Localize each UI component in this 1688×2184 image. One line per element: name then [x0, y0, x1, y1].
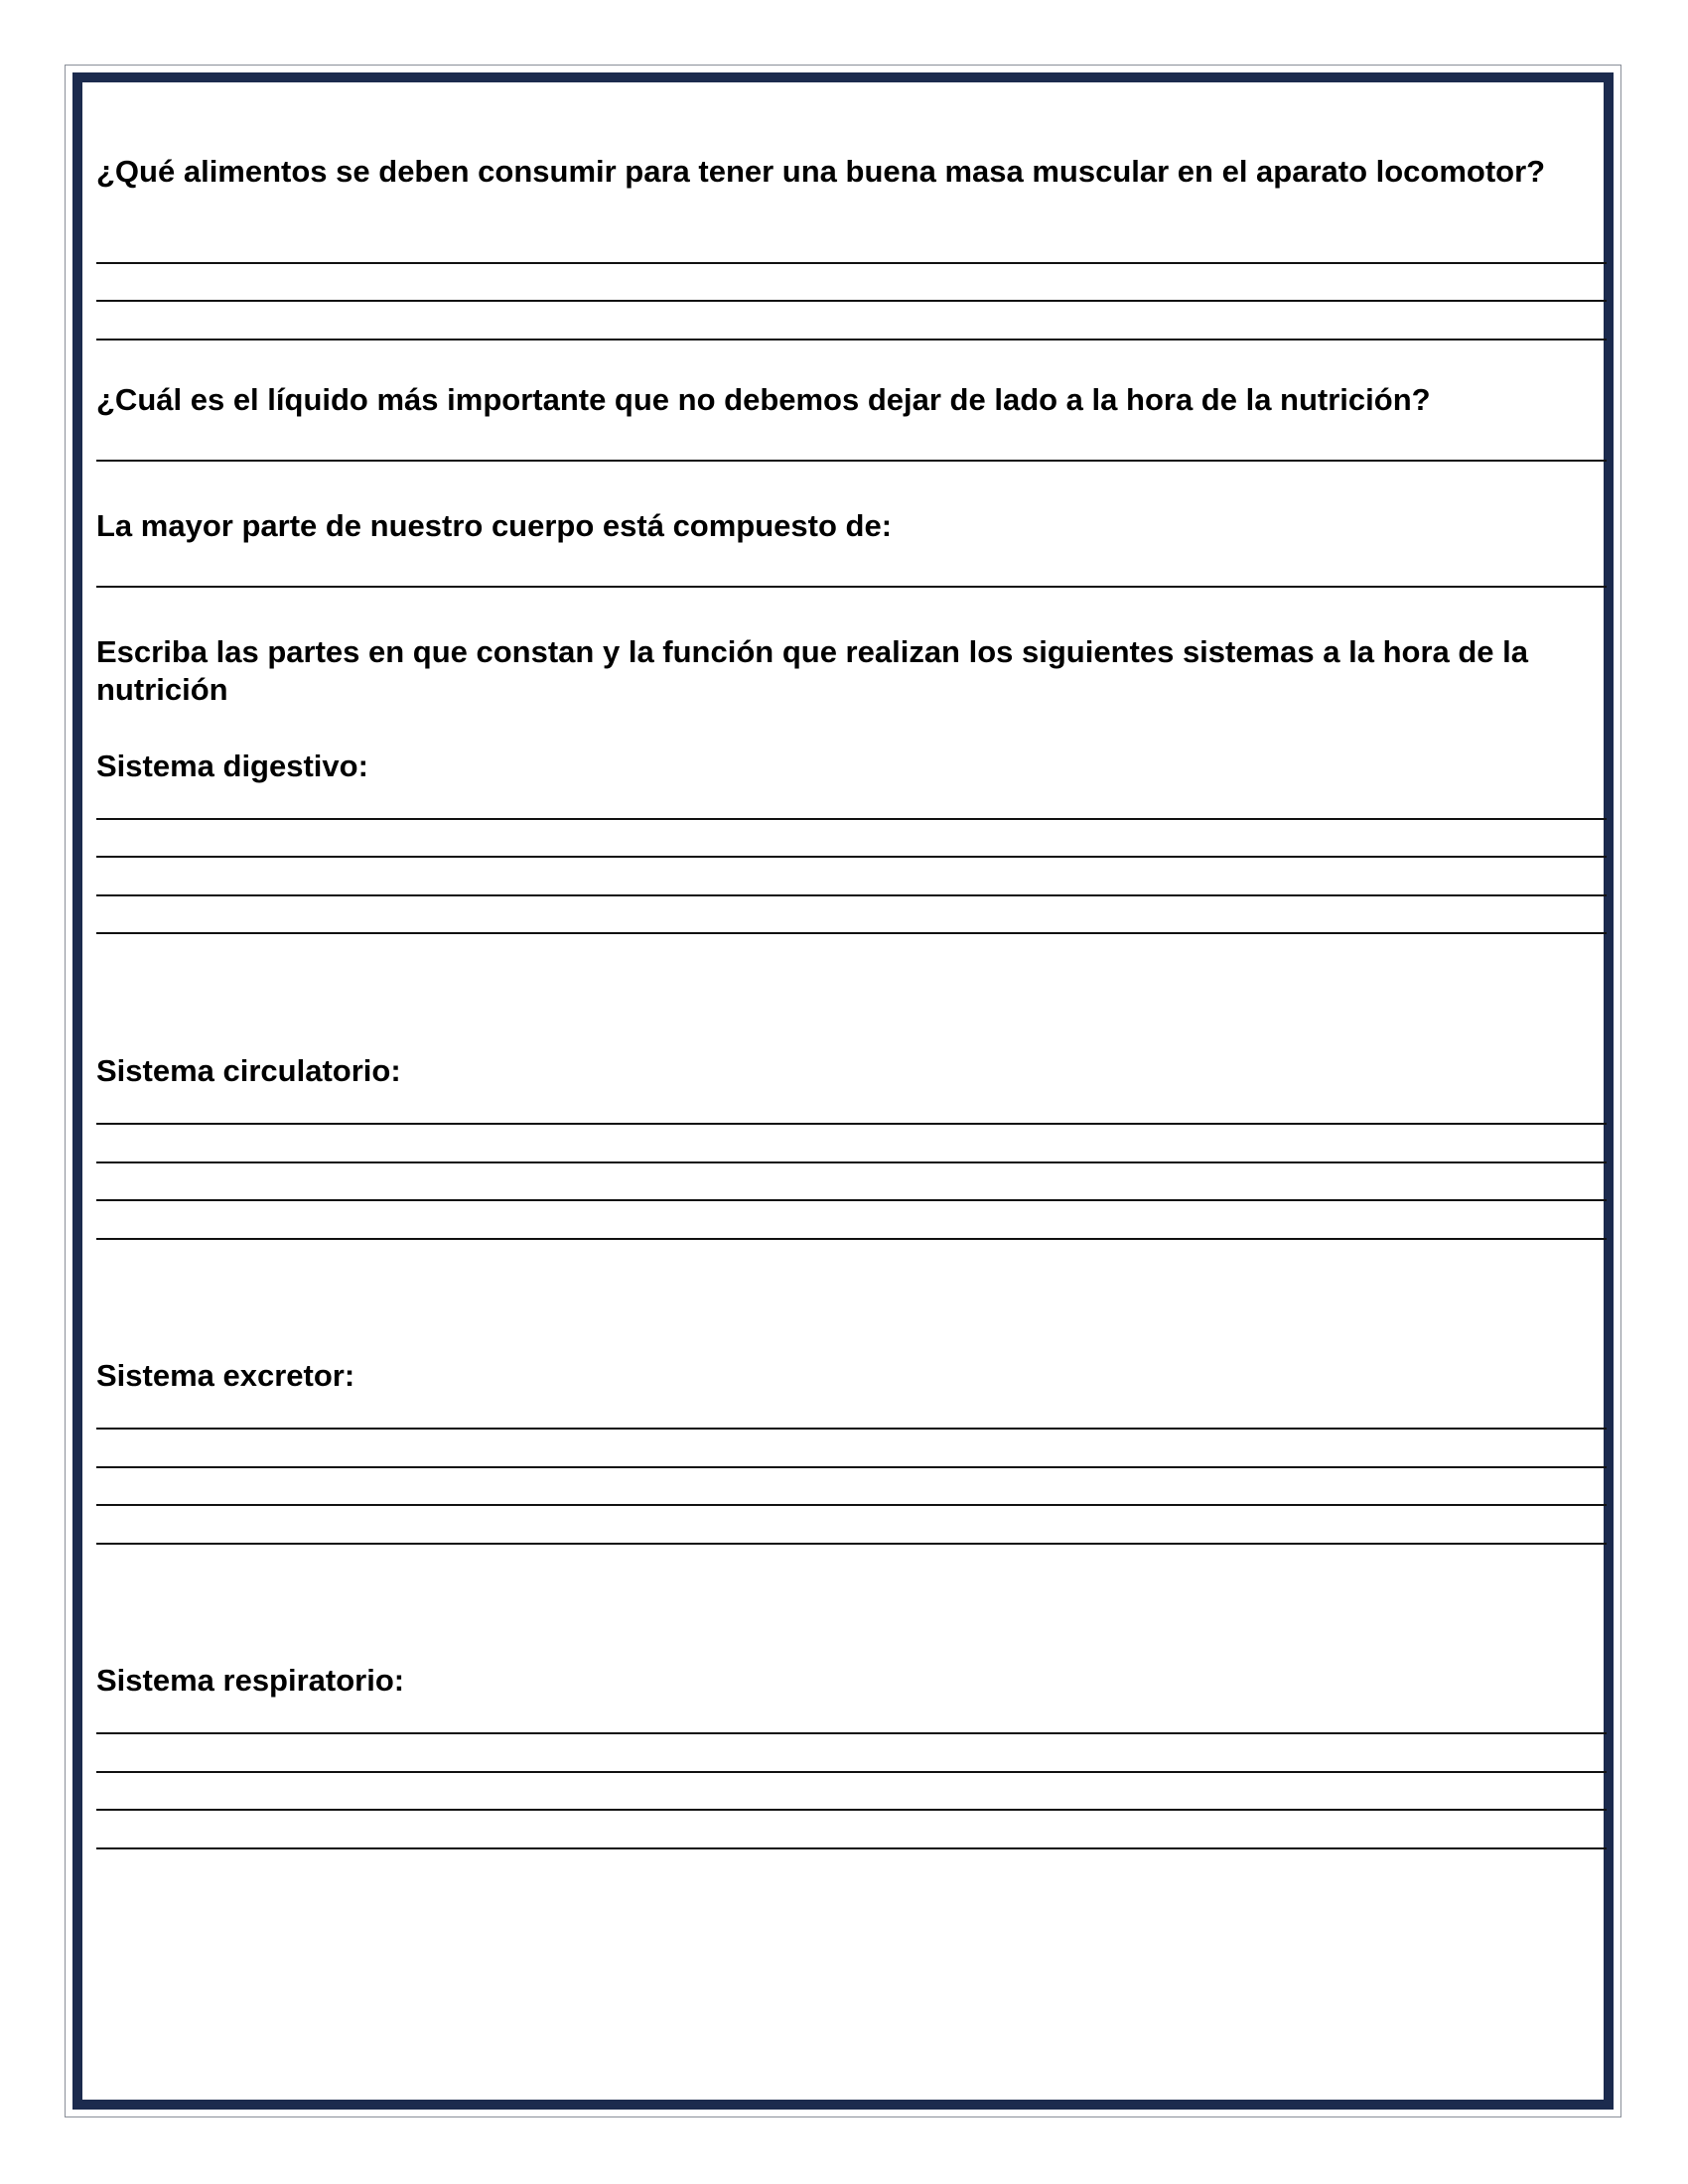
- answer-line[interactable]: [96, 1466, 1607, 1468]
- question-4-text: Escriba las partes en que constan y la función que realizan los siguientes sistemas a la hora de la nutrición: [96, 634, 1529, 707]
- answer-line[interactable]: [96, 1732, 1607, 1734]
- question-3-text: La mayor parte de nuestro cuerpo está compuesto de:: [96, 508, 893, 543]
- answer-line[interactable]: [96, 856, 1607, 858]
- answer-line[interactable]: [96, 1504, 1607, 1506]
- system-excretor-label: Sistema excretor:: [96, 1358, 355, 1393]
- answer-line[interactable]: [96, 1543, 1607, 1545]
- system-circulatorio-label: Sistema circulatorio:: [96, 1053, 401, 1088]
- answer-line[interactable]: [96, 339, 1607, 341]
- answer-line[interactable]: [96, 300, 1607, 302]
- system-digestivo-label: Sistema digestivo:: [96, 749, 368, 783]
- answer-line[interactable]: [96, 1161, 1607, 1163]
- answer-line[interactable]: [96, 1123, 1607, 1125]
- answer-line[interactable]: [96, 1771, 1607, 1773]
- answer-line[interactable]: [96, 894, 1607, 896]
- answer-line[interactable]: [96, 1199, 1607, 1201]
- question-1-text: ¿Qué alimentos se deben consumir para tener una buena masa muscular en el aparato locomotor?: [96, 154, 1546, 189]
- answer-line[interactable]: [96, 1809, 1607, 1811]
- answer-line[interactable]: [96, 932, 1607, 934]
- page-frame-border: [72, 72, 1614, 2110]
- system-respiratorio-label: Sistema respiratorio:: [96, 1663, 405, 1698]
- answer-line[interactable]: [96, 1847, 1607, 1849]
- answer-line[interactable]: [96, 818, 1607, 820]
- answer-line[interactable]: [96, 1428, 1607, 1430]
- question-2-text: ¿Cuál es el líquido más importante que no debemos dejar de lado a la hora de la nutrición?: [96, 382, 1431, 417]
- answer-line[interactable]: [96, 460, 1607, 462]
- answer-line[interactable]: [96, 262, 1607, 264]
- answer-line[interactable]: [96, 586, 1607, 588]
- answer-line[interactable]: [96, 1238, 1607, 1240]
